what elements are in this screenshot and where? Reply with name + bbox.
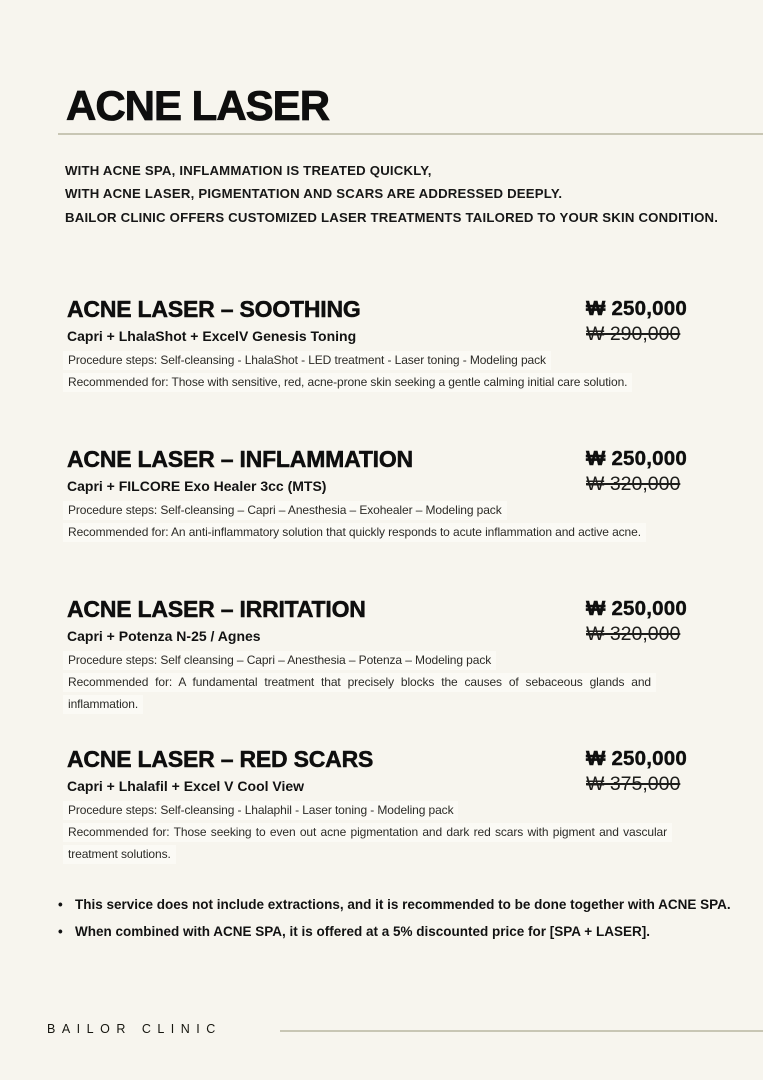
treatment-subtitle: Capri + FILCORE Exo Healer 3cc (MTS) — [67, 478, 327, 494]
current-price: ₩ 250,000 — [586, 747, 687, 770]
intro-line: WITH ACNE LASER, PIGMENTATION AND SCARS ARE ADDRESSED DEEPLY. — [65, 186, 563, 202]
price-block — [586, 297, 687, 345]
treatment-title: ACNE LASER – INFLAMMATION — [67, 446, 413, 472]
treatment-section-red-scars — [0, 747, 763, 897]
intro-paragraph — [65, 159, 718, 229]
procedure-steps: Procedure steps: Self-cleansing - LhalaShot - LED treatment - Laser toning - Modeling pack — [68, 349, 763, 371]
treatment-title: ACNE LASER – SOOTHING — [67, 296, 361, 322]
treatment-section-inflammation — [0, 447, 763, 597]
recommended-for: Recommended for: A fundamental treatment that precisely blocks the causes of sebaceous glands and inflammation. — [68, 671, 656, 715]
treatment-subtitle: Capri + LhalaShot + ExcelV Genesis Toning — [67, 328, 357, 344]
recommended-for: Recommended for: Those seeking to even out acne pigmentation and dark red scars with pigment and vascular treatment solutions. — [68, 821, 672, 865]
procedure-steps: Procedure steps: Self-cleansing – Capri – Anesthesia – Exohealer – Modeling pack — [68, 499, 763, 521]
procedure-steps: Procedure steps: Self-cleansing - Lhalaphil - Laser toning - Modeling pack — [68, 799, 763, 821]
recommended-for: Recommended for: Those with sensitive, red, acne-prone skin seeking a gentle calming initial care solution. — [68, 371, 763, 393]
header-divider — [58, 133, 763, 135]
original-price-strikethrough: ₩ 320,000 — [586, 473, 681, 495]
page-title: ACNE LASER — [66, 82, 330, 130]
notes-list — [56, 891, 746, 945]
treatment-subtitle: Capri + Lhalafil + Excel V Cool View — [67, 778, 305, 794]
clinic-brand-footer: BAILOR CLINIC — [47, 1022, 222, 1036]
treatment-title: ACNE LASER – IRRITATION — [67, 596, 366, 622]
original-price-strikethrough: ₩ 290,000 — [586, 323, 681, 345]
current-price: ₩ 250,000 — [586, 297, 687, 320]
treatment-section-irritation — [0, 597, 763, 747]
recommended-for: Recommended for: An anti-inflammatory solution that quickly responds to acute inflammation and active acne. — [68, 521, 763, 543]
note-item: • This service does not include extractions, and it is recommended to be done together with ACNE SPA. — [56, 891, 746, 918]
price-block — [586, 747, 687, 795]
treatment-title: ACNE LASER – RED SCARS — [67, 746, 374, 772]
treatment-subtitle: Capri + Potenza N-25 / Agnes — [67, 628, 261, 644]
price-block — [586, 447, 687, 495]
original-price-strikethrough: ₩ 375,000 — [586, 773, 681, 795]
procedure-steps: Procedure steps: Self cleansing – Capri – Anesthesia – Potenza – Modeling pack — [68, 649, 763, 671]
treatment-list — [0, 297, 763, 897]
price-block — [586, 597, 687, 645]
original-price-strikethrough: ₩ 320,000 — [586, 623, 681, 645]
intro-line: BAILOR CLINIC OFFERS CUSTOMIZED LASER TREATMENTS TAILORED TO YOUR SKIN CONDITION. — [65, 209, 719, 225]
treatment-section-soothing — [0, 297, 763, 447]
intro-line: WITH ACNE SPA, INFLAMMATION IS TREATED QUICKLY, — [65, 163, 432, 178]
current-price: ₩ 250,000 — [586, 447, 687, 470]
footer-divider — [280, 1030, 763, 1032]
note-item: • When combined with ACNE SPA, it is offered at a 5% discounted price for [SPA + LASER]. — [56, 918, 746, 945]
current-price: ₩ 250,000 — [586, 597, 687, 620]
